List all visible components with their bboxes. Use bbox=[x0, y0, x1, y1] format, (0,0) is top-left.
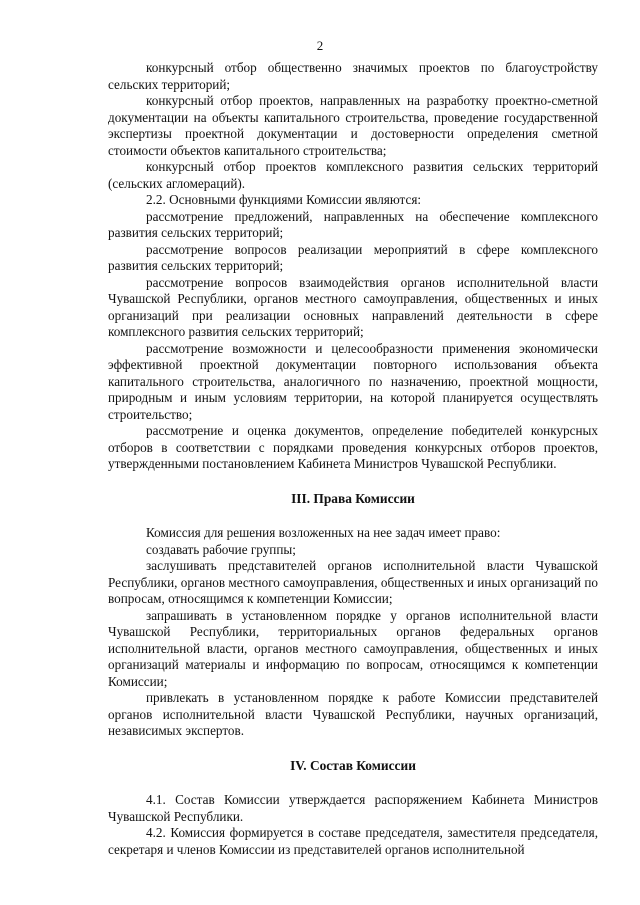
page-number: 2 bbox=[316, 38, 324, 53]
paragraph: заслушивать представителей органов исполнительной власти Чувашской Республики, органов местного самоуправления, общественных и иных организаций по вопросам, относящимся к компетенции Комиссии; bbox=[108, 558, 598, 606]
paragraph: конкурсный отбор общественно значимых проектов по благоустройству сельских территорий; bbox=[108, 60, 598, 92]
paragraph: рассмотрение вопросов взаимодействия органов исполнительной власти Чувашской Республики, органов местного самоуправления, общественных и иных организаций при реализации основных направлений деятельности в сфере комплексного развития сельских территорий; bbox=[108, 274, 598, 339]
paragraph: создавать рабочие группы; bbox=[146, 541, 296, 557]
paragraph: рассмотрение вопросов реализации мероприятий в сфере комплексного развития сельских территорий; bbox=[108, 241, 598, 273]
paragraph: Комиссия для решения возложенных на нее задач имеет право: bbox=[146, 525, 501, 540]
paragraph: рассмотрение и оценка документов, определение победителей конкурсных отборов в соответствии с порядками проведения конкурсных отборов проектов, утвержденными постановлением Кабинета Министров Чувашской Республики. bbox=[108, 423, 598, 471]
section-heading-composition: IV. Состав Комиссии bbox=[290, 757, 416, 773]
paragraph: 4.1. Состав Комиссии утверждается распоряжением Кабинета Министров Чувашской Республики. bbox=[108, 792, 598, 824]
paragraph: 2.2. Основными функциями Комиссии являются: bbox=[146, 192, 422, 207]
paragraph: запрашивать в установленном порядке у органов исполнительной власти Чувашской Республики, территориальных органов федеральных органов исполнительной власти, органов местного самоуправления, общественных и иных организаций материалы и информацию по вопросам, относящимся к компетенции Комиссии; bbox=[108, 607, 598, 689]
paragraph: рассмотрение возможности и целесообразности применения экономически эффективной проектной документации повторного использования объекта капитального строительства, аналогичного по назначению, проектной мощности, природным и иным условиям территории, на которой планируется осуществлять строительство; bbox=[108, 340, 598, 422]
paragraph: 4.2. Комиссия формируется в составе председателя, заместителя председателя, секретаря и членов Комиссии из представителей органов исполнительной bbox=[108, 825, 598, 857]
paragraph: привлекать в установленном порядке к работе Комиссии представителей органов исполнительной власти Чувашской Республики, научных организаций, независимых экспертов. bbox=[108, 690, 598, 738]
document-body bbox=[108, 60, 598, 858]
paragraph: конкурсный отбор проектов, направленных на разработку проектно-сметной документации на объекты капитального строительства, проведение государственной экспертизы проектной документации и достоверности определения сметной стоимости объектов капитального строительства; bbox=[108, 93, 598, 158]
paragraph: конкурсный отбор проектов комплексного развития сельских территорий (сельских агломераций). bbox=[108, 159, 598, 191]
section-heading-rights: III. Права Комиссии bbox=[291, 490, 415, 506]
paragraph: рассмотрение предложений, направленных на обеспечение комплексного развития сельских территорий; bbox=[108, 208, 598, 240]
